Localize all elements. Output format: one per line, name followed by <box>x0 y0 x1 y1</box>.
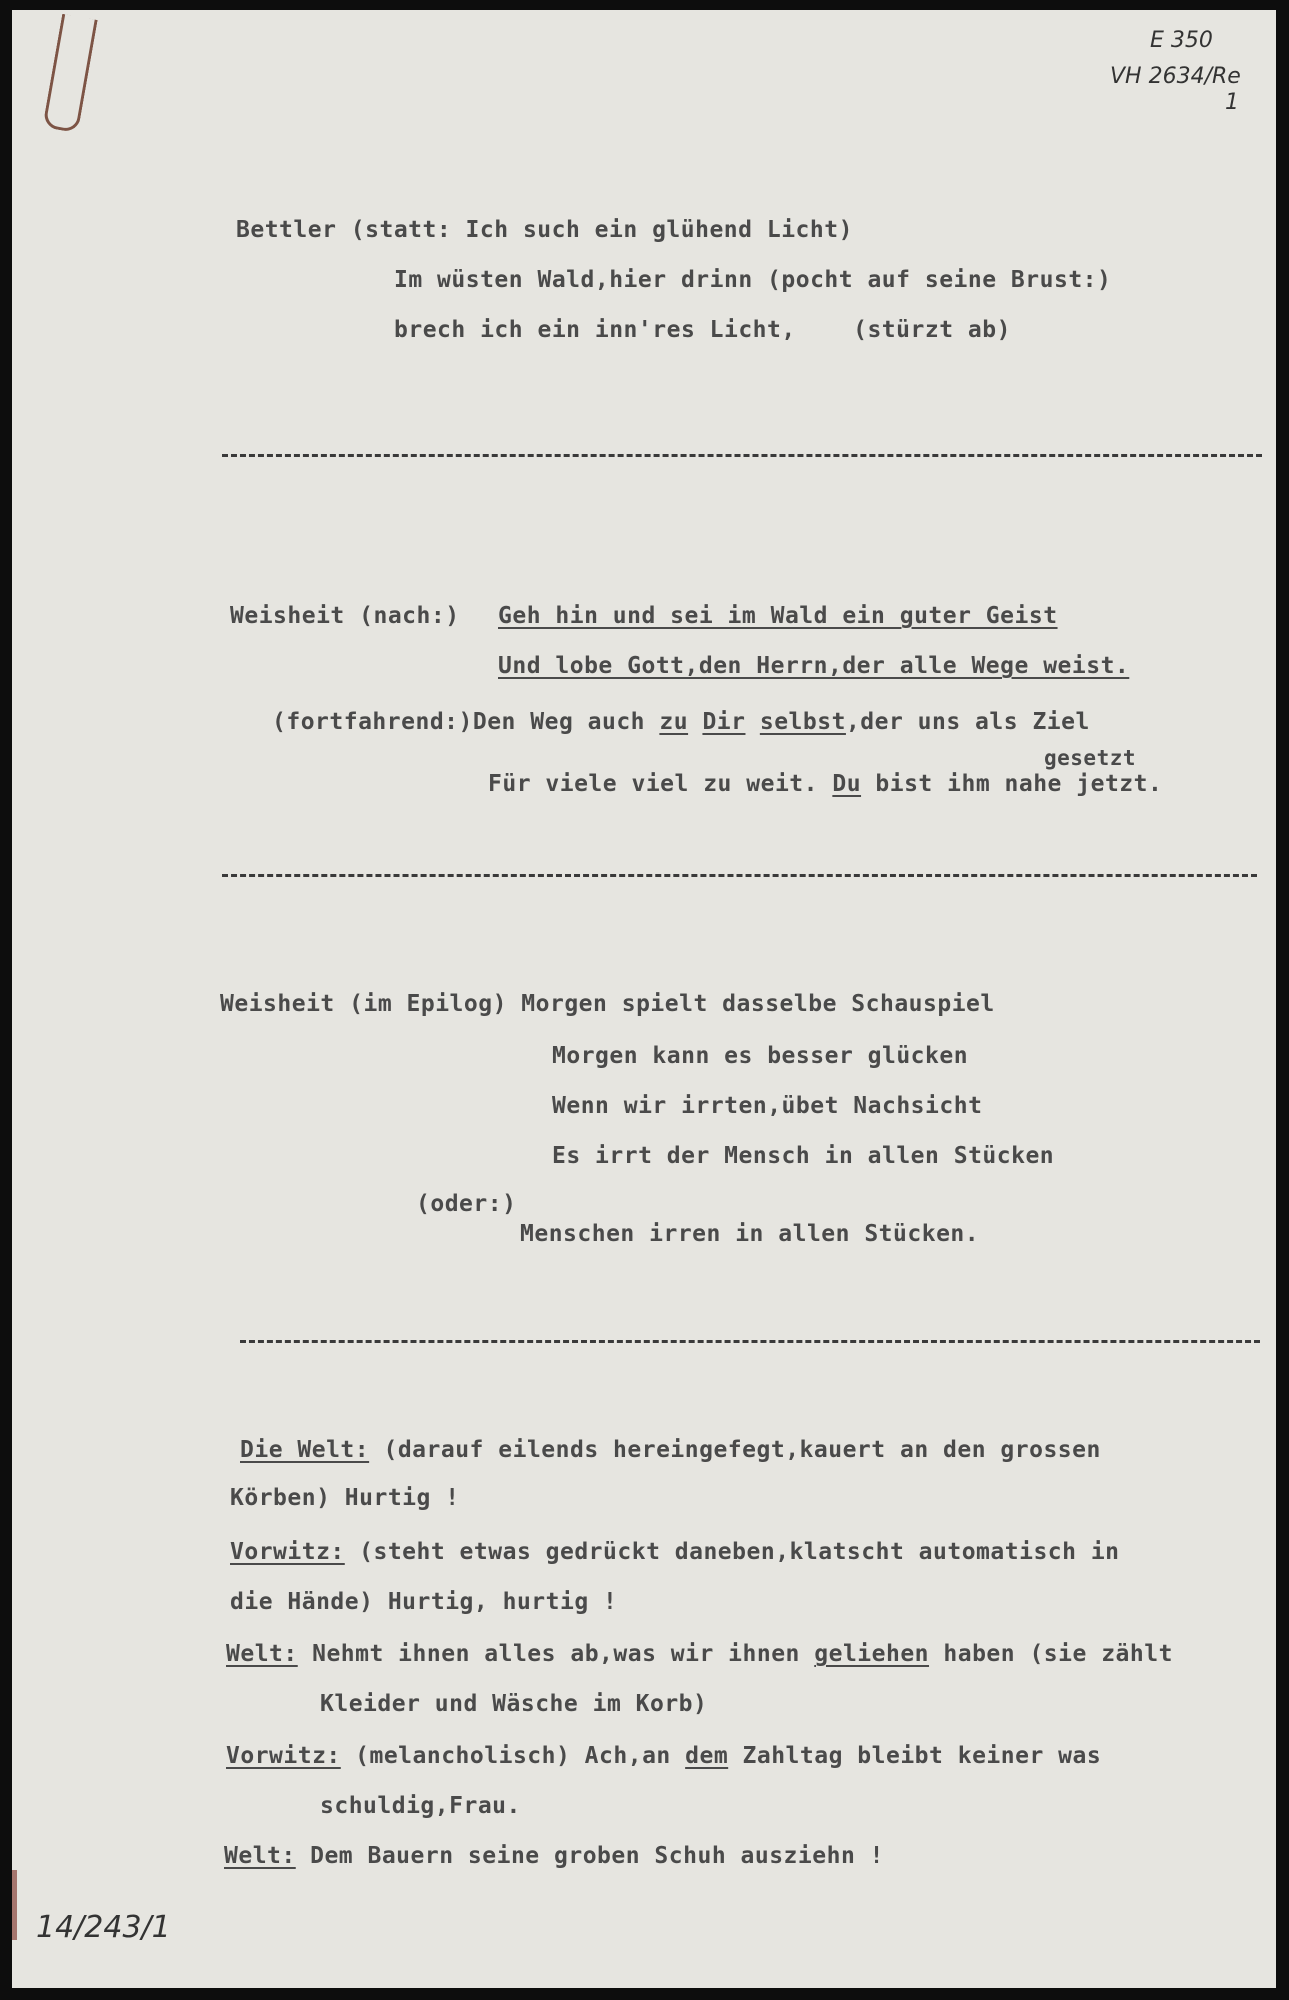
section2-line4-b: bist ihm nahe jetzt. <box>861 771 1163 797</box>
speaker-welt-2: Welt: <box>224 1843 296 1869</box>
section2-line3-a: (fortfahrend:)Den Weg auch <box>272 709 660 735</box>
section4-para4-cont: schuldig,Frau. <box>320 1793 521 1819</box>
paper-clip <box>42 14 97 134</box>
section4-para1-text: (darauf eilends hereingefegt,kauert an den grossen <box>369 1437 1101 1463</box>
divider-2 <box>222 874 1257 877</box>
divider-3 <box>240 1340 1260 1343</box>
archive-ref-1: E 350 <box>1150 28 1213 53</box>
section4-para2-cont: die Hände) Hurtig, hurtig ! <box>230 1589 618 1615</box>
section3-line1: Weisheit (im Epilog) Morgen spielt dasselbe Schauspiel <box>220 991 995 1017</box>
section4-para4-b: Zahltag bleibt keiner was <box>728 1743 1102 1769</box>
section4-underline-dem: dem <box>685 1743 729 1769</box>
archive-ref-3: 1 <box>1225 90 1239 115</box>
margin-mark <box>12 1870 17 1940</box>
section4-para3-cont: Kleider und Wäsche im Korb) <box>320 1691 708 1717</box>
section4-underline-geliehen: geliehen <box>814 1641 930 1667</box>
section2-underline-du: Du <box>832 771 862 797</box>
archive-ref-2: VH 2634/Re <box>1110 64 1241 89</box>
archive-bottom-ref: 14/243/1 <box>36 1910 171 1945</box>
section3-line5: Menschen irren in allen Stücken. <box>520 1221 980 1247</box>
section2-line3-b: ,der uns als Ziel <box>845 709 1090 735</box>
section4-para3-b: haben (sie zählt <box>929 1641 1173 1667</box>
section2-line4 <box>488 770 1162 798</box>
section2-line2: Und lobe Gott,den Herrn,der alle Wege weist. <box>498 653 1130 679</box>
section3-line4: Es irrt der Mensch in allen Stücken <box>552 1143 1055 1169</box>
section4-para2 <box>230 1538 1120 1566</box>
section4-para3-a: Nehmt ihnen alles ab,was wir ihnen <box>297 1641 815 1667</box>
section1-line2: Im wüsten Wald,hier drinn (pocht auf seine Brust:) <box>394 267 1112 293</box>
section1-line1: Bettler (statt: Ich such ein glühend Licht) <box>236 217 853 243</box>
section2-line4-a: Für viele viel zu weit. <box>488 771 833 797</box>
section4-para4-a: (melancholisch) Ach,an <box>340 1743 686 1769</box>
section4-para3 <box>226 1640 1173 1668</box>
section2-insert: gesetzt <box>1044 746 1137 770</box>
section3-line2: Morgen kann es besser glücken <box>552 1043 969 1069</box>
divider-1 <box>222 454 1262 457</box>
section4-para5-text: Dem Bauern seine groben Schuh ausziehn ! <box>295 1843 884 1869</box>
section1-line3: brech ich ein inn'res Licht, (stürzt ab) <box>394 317 1011 343</box>
section2-underline-selbst: selbst <box>759 709 846 735</box>
section4-para2-text: (steht etwas gedrückt daneben,klatscht automatisch in <box>344 1539 1120 1565</box>
section2-speaker: Weisheit (nach:) <box>230 603 460 629</box>
typescript-page <box>12 10 1276 1988</box>
section4-para4 <box>226 1742 1101 1770</box>
section3-line3: Wenn wir irrten,übet Nachsicht <box>552 1093 983 1119</box>
section4-para5 <box>224 1842 884 1870</box>
speaker-die-welt: Die Welt: <box>240 1437 370 1463</box>
speaker-welt-1: Welt: <box>226 1641 298 1667</box>
section4-para1-cont: Körben) Hurtig ! <box>230 1485 460 1511</box>
speaker-vorwitz-1: Vorwitz: <box>230 1539 345 1565</box>
section2-underline-dir: Dir <box>702 709 746 735</box>
section2-line1: Geh hin und sei im Wald ein guter Geist <box>498 603 1058 629</box>
section2-line3 <box>272 708 1090 736</box>
section4-para1 <box>240 1436 1101 1464</box>
section3-oder: (oder:) <box>416 1191 517 1217</box>
section2-underline-zu: zu <box>659 709 689 735</box>
speaker-vorwitz-2: Vorwitz: <box>226 1743 341 1769</box>
